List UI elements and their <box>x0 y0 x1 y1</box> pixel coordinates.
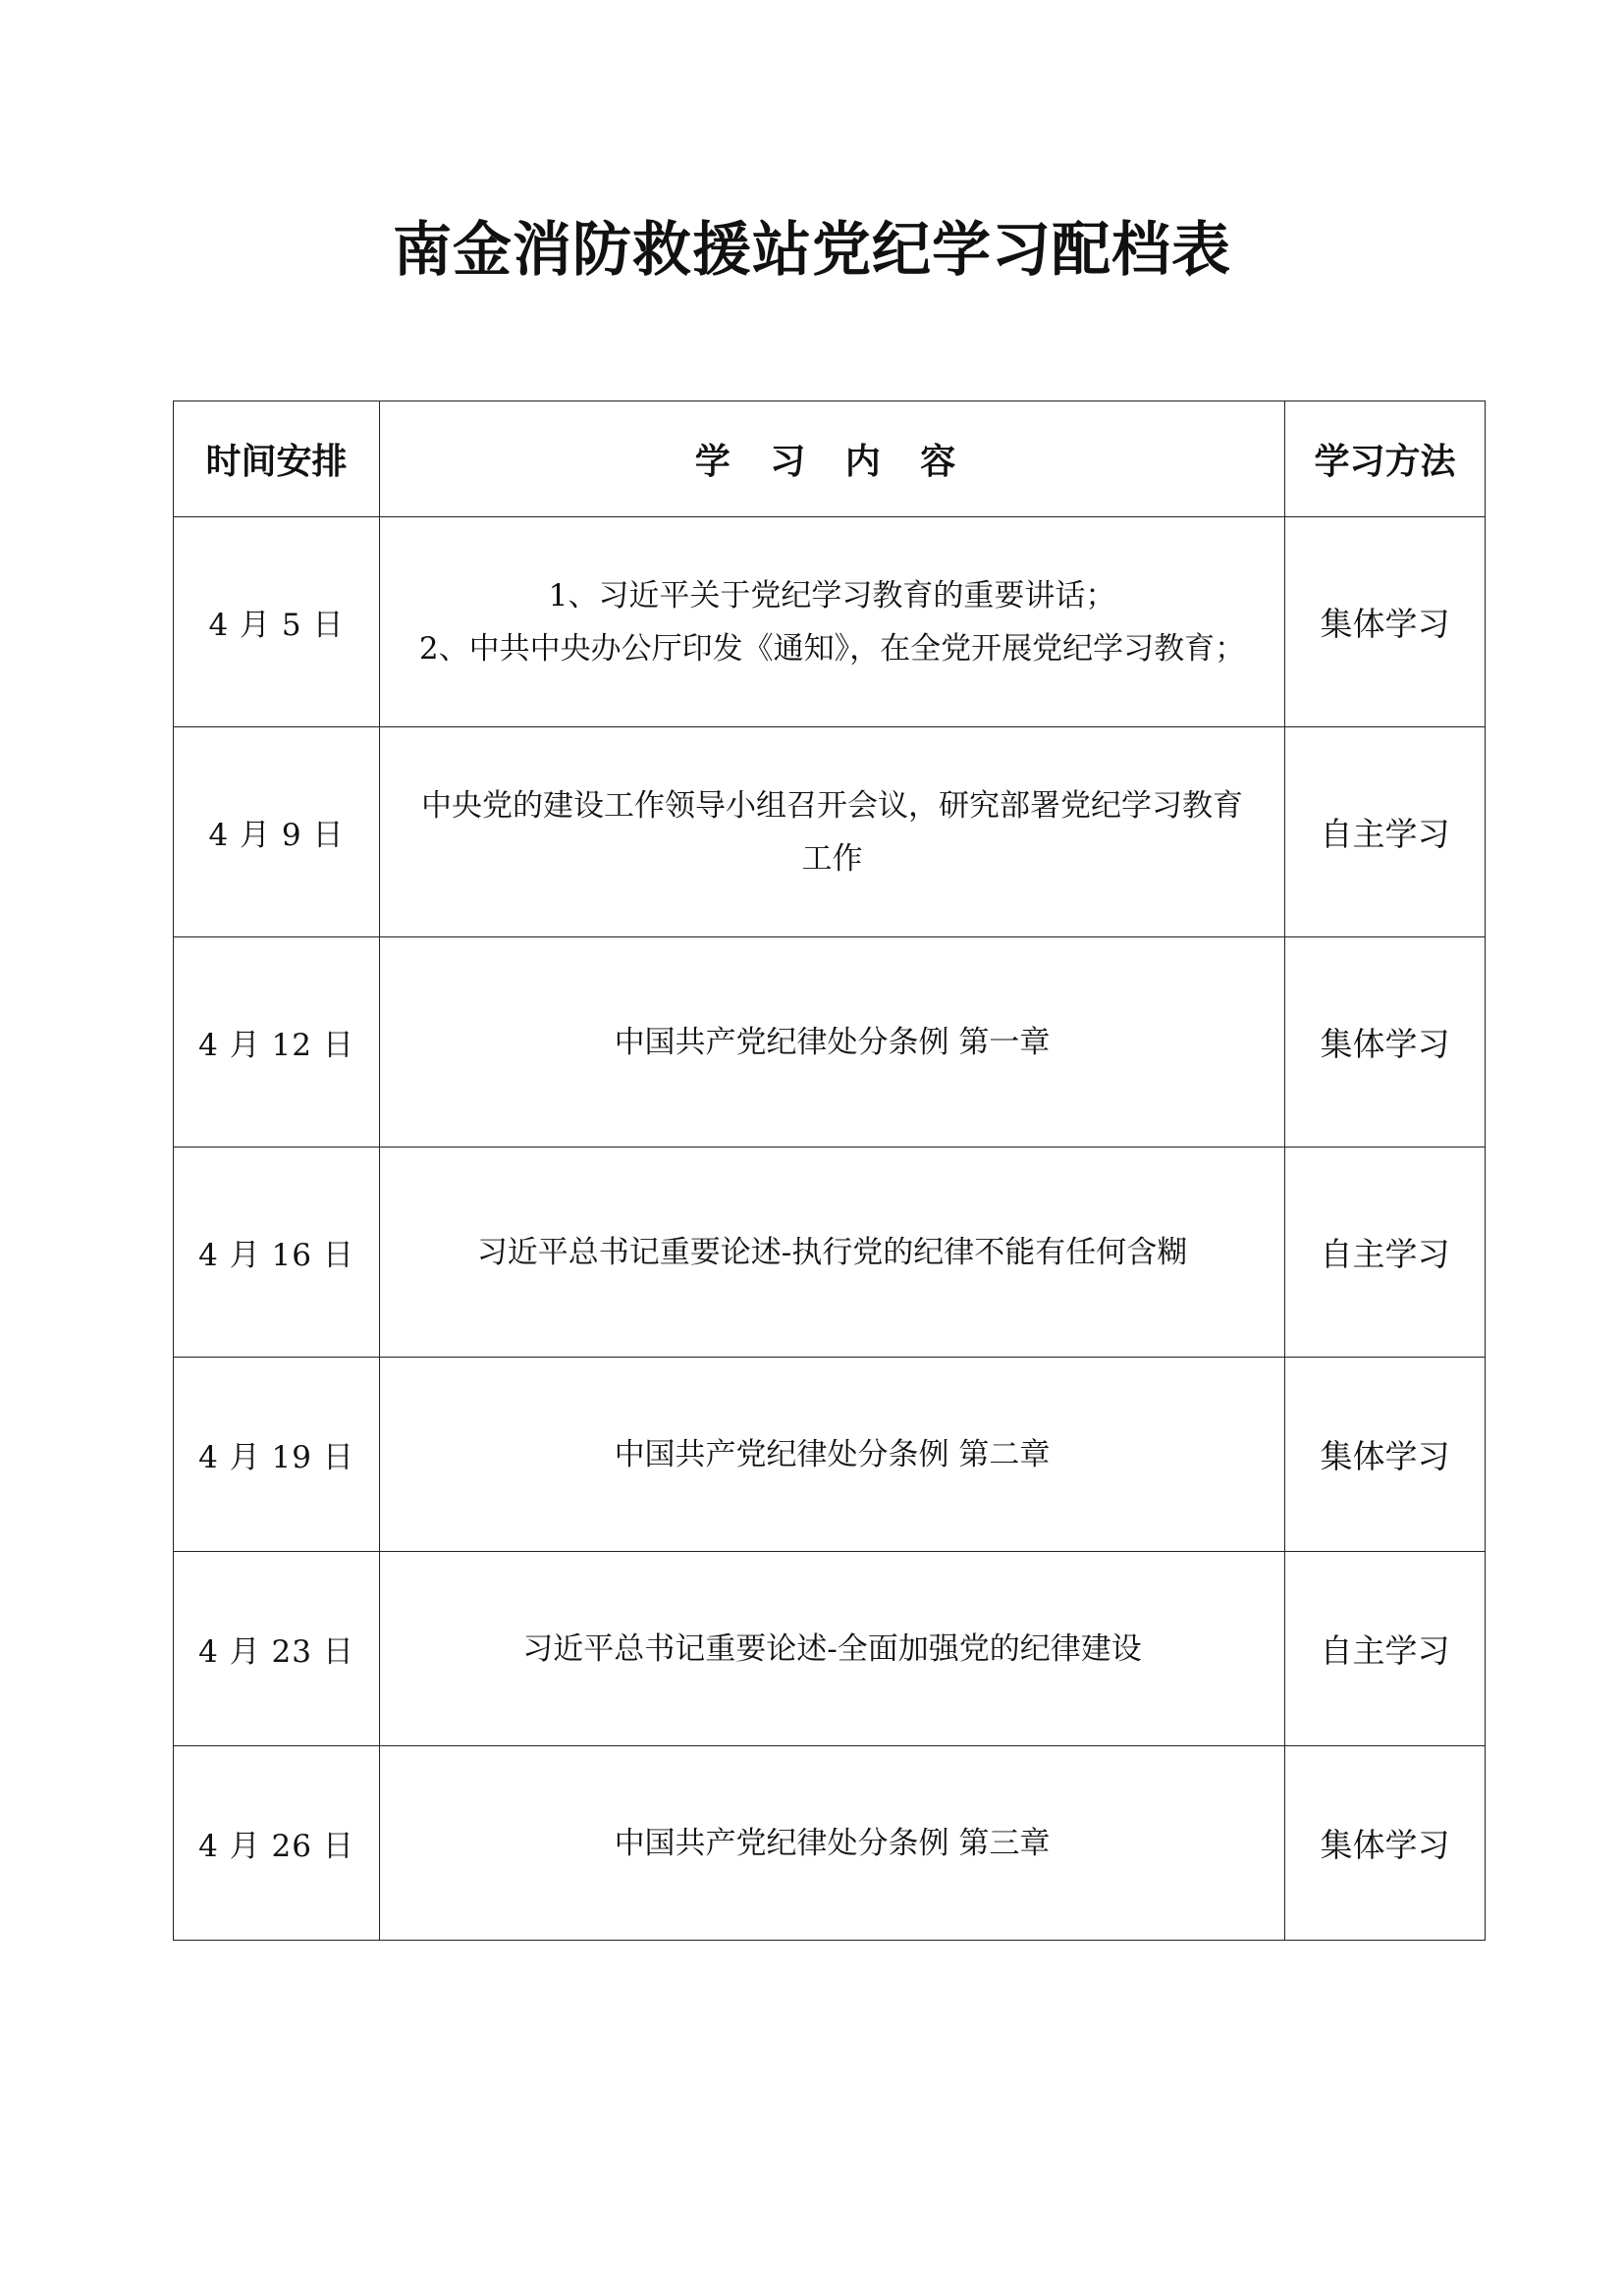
method-cell: 自主学习 <box>1285 1552 1486 1746</box>
table-row <box>174 1148 1486 1358</box>
content-line: 1、习近平关于党纪学习教育的重要讲话； <box>548 577 1116 614</box>
content-line: 习近平总书记重要论述-全面加强党的纪律建设 <box>522 1630 1142 1667</box>
content-cell <box>380 1746 1285 1941</box>
content-line: 中国共产党纪律处分条例 第一章 <box>614 1024 1051 1060</box>
content-line: 中国共产党纪律处分条例 第三章 <box>614 1825 1051 1861</box>
document-title: 南金消防救援站党纪学习配档表 <box>393 216 1231 285</box>
content-line: 2、中共中央办公厅印发《通知》，在全党开展党纪学习教育； <box>418 630 1246 667</box>
content-line: 工作 <box>801 840 863 877</box>
content-line: 习近平总书记重要论述-执行党的纪律不能有任何含糊 <box>476 1234 1188 1270</box>
header-time: 时间安排 <box>174 401 380 517</box>
time-cell: 4 月 16 日 <box>174 1148 380 1358</box>
time-cell: 4 月 9 日 <box>174 727 380 937</box>
content-line: 中国共产党纪律处分条例 第二章 <box>614 1436 1051 1472</box>
header-method: 学习方法 <box>1285 401 1486 517</box>
time-cell: 4 月 19 日 <box>174 1358 380 1552</box>
content-cell <box>380 1552 1285 1746</box>
method-cell: 自主学习 <box>1285 727 1486 937</box>
method-cell: 集体学习 <box>1285 1358 1486 1552</box>
content-cell <box>380 517 1285 727</box>
table-row <box>174 937 1486 1148</box>
method-cell: 集体学习 <box>1285 1746 1486 1941</box>
content-cell <box>380 937 1285 1148</box>
time-cell: 4 月 23 日 <box>174 1552 380 1746</box>
method-cell: 集体学习 <box>1285 937 1486 1148</box>
time-cell: 4 月 12 日 <box>174 937 380 1148</box>
table-header-row <box>174 401 1486 517</box>
content-line: 中央党的建设工作领导小组召开会议，研究部署党纪学习教育 <box>421 787 1243 824</box>
content-cell <box>380 1148 1285 1358</box>
table-row <box>174 727 1486 937</box>
table-row <box>174 1552 1486 1746</box>
time-cell: 4 月 26 日 <box>174 1746 380 1941</box>
content-cell <box>380 727 1285 937</box>
table-row <box>174 517 1486 727</box>
time-cell: 4 月 5 日 <box>174 517 380 727</box>
method-cell: 自主学习 <box>1285 1148 1486 1358</box>
table-row <box>174 1358 1486 1552</box>
study-schedule-table <box>173 400 1486 1941</box>
method-cell: 集体学习 <box>1285 517 1486 727</box>
table-row <box>174 1746 1486 1941</box>
content-cell <box>380 1358 1285 1552</box>
header-content: 学 习 内 容 <box>380 401 1285 517</box>
